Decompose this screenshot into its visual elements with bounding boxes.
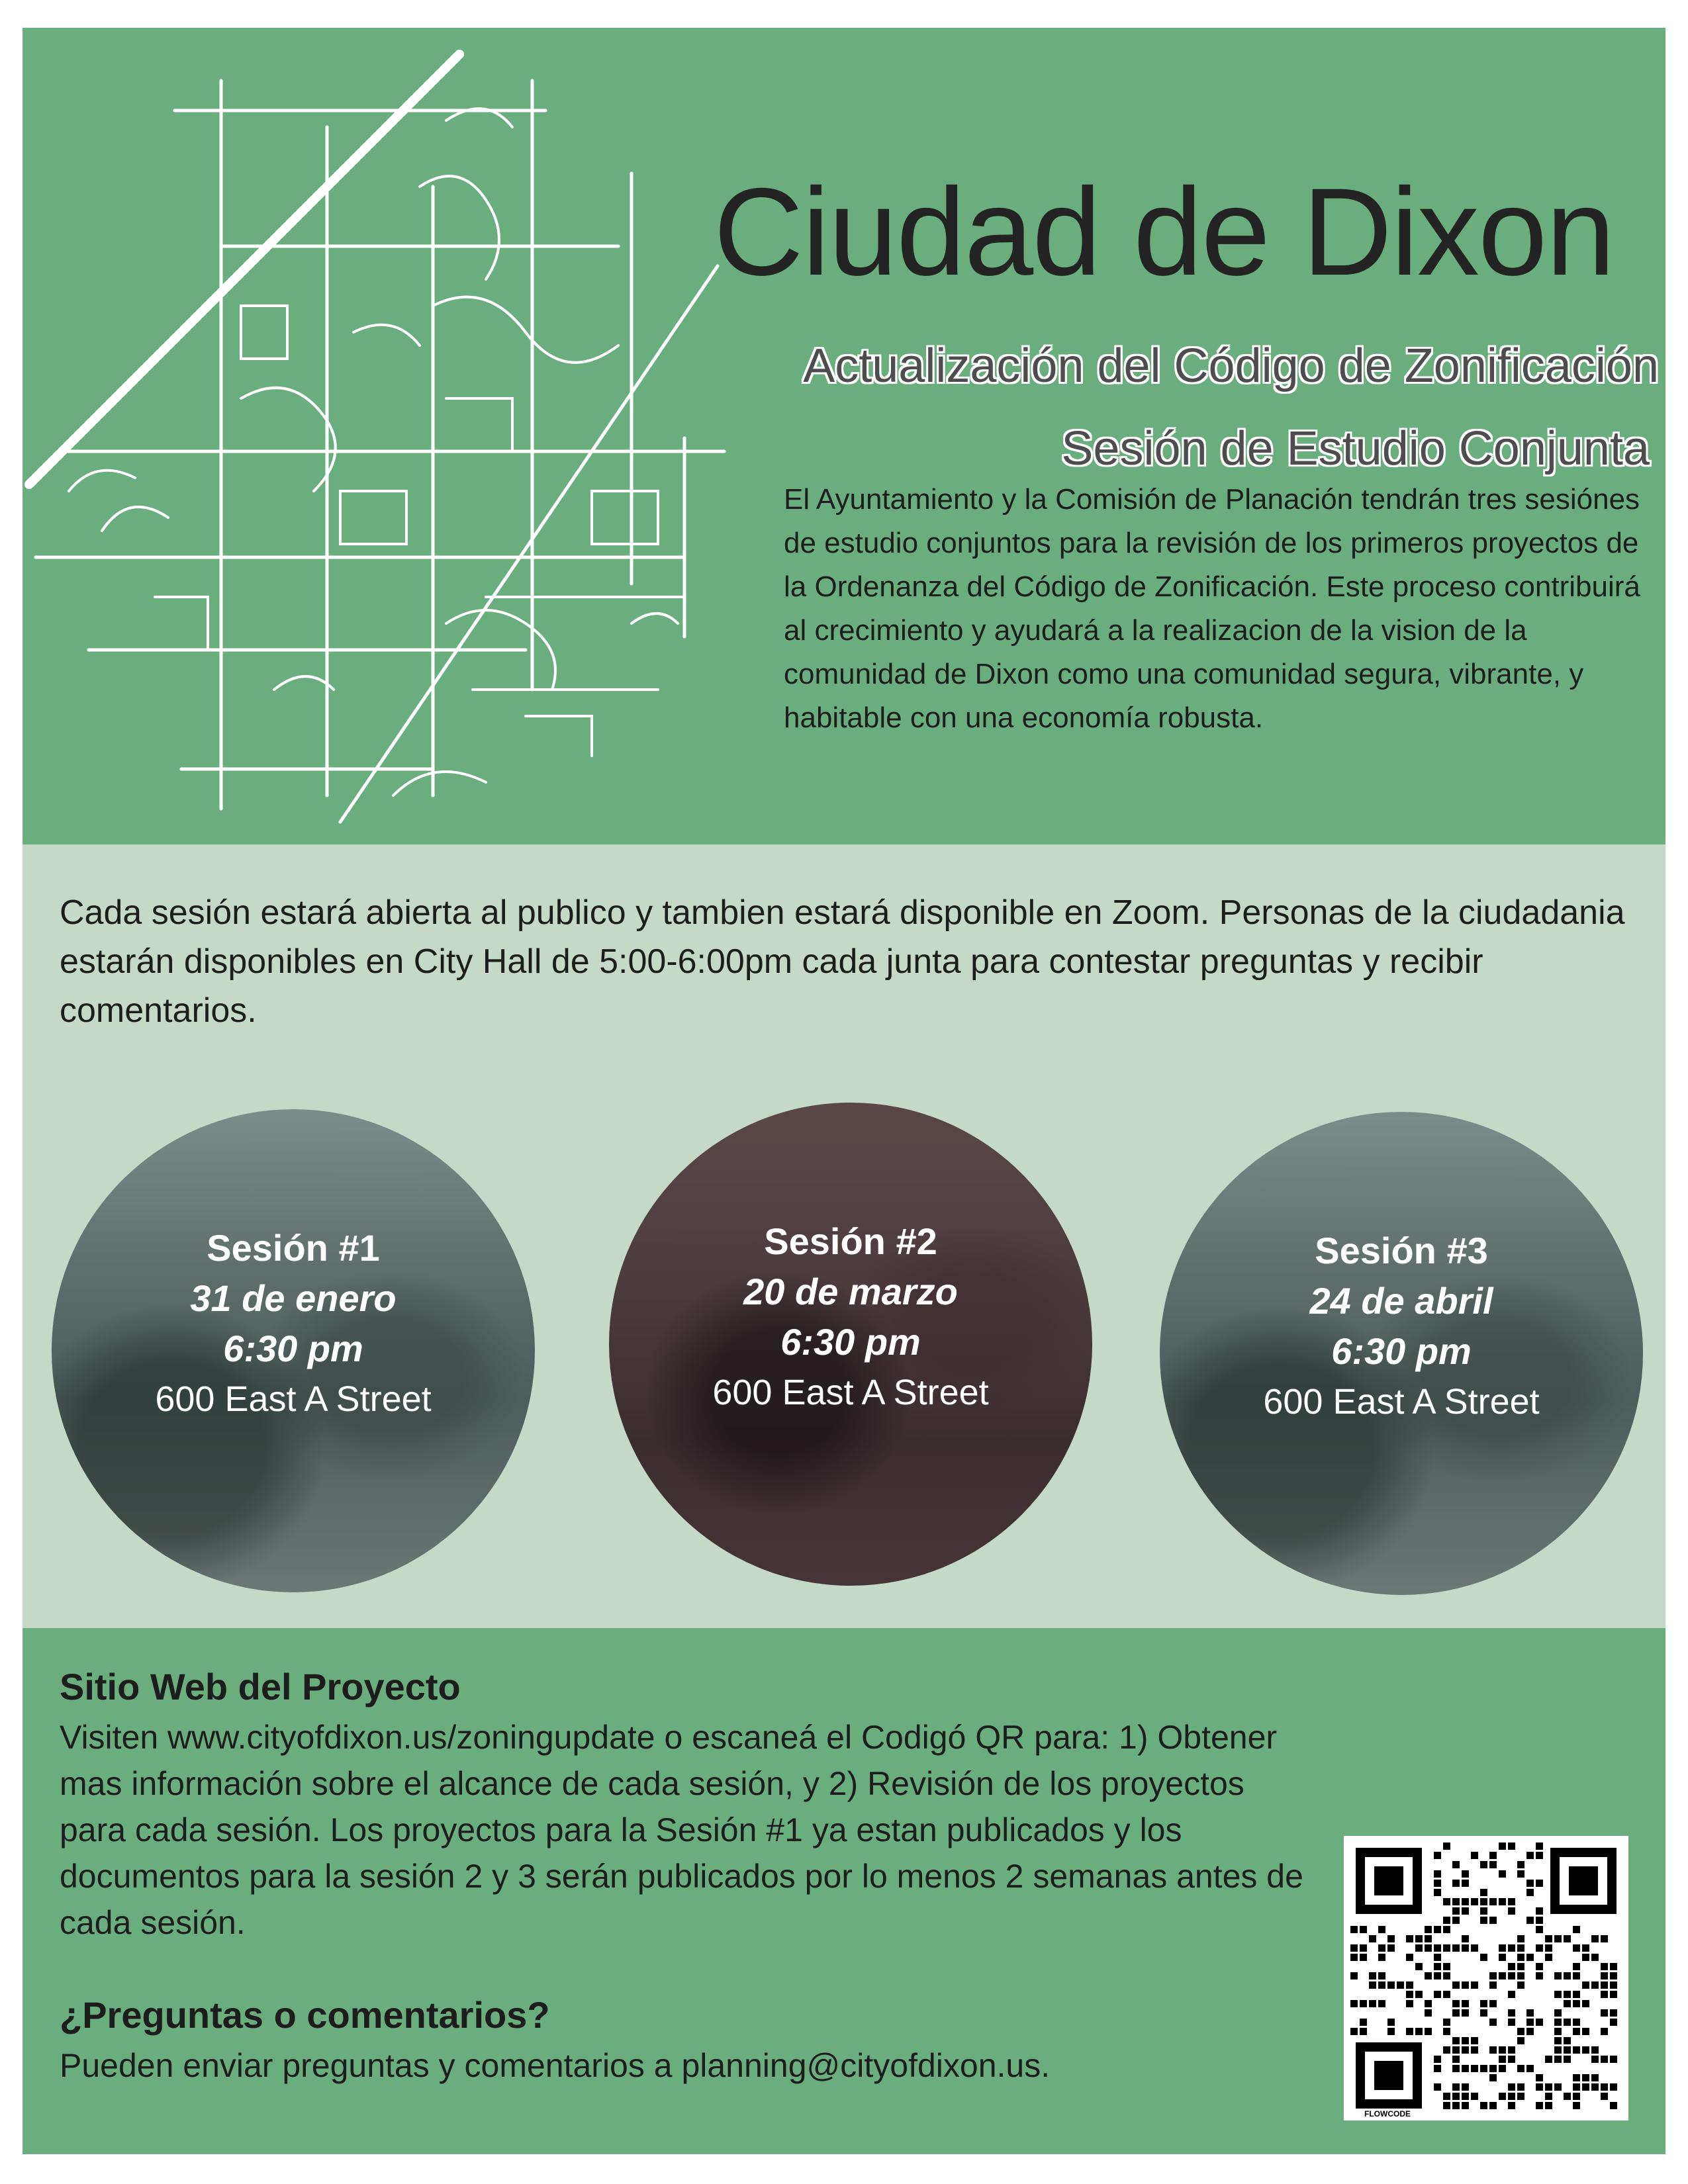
info-panel xyxy=(23,1628,1665,2154)
session-1-date: 31 de enero xyxy=(190,1277,397,1319)
website-heading: Sitio Web del Proyecto xyxy=(60,1666,461,1707)
session-3-address: 600 East A Street xyxy=(1263,1382,1540,1422)
session-card-2 xyxy=(609,1103,1092,1586)
session-3-time: 6:30 pm xyxy=(1331,1330,1472,1372)
session-type-subtitle: Sesión de Estudio Conjunta xyxy=(1061,422,1650,475)
sessions-panel xyxy=(23,844,1665,1628)
website-paragraph: Visiten www.cityofdixon.us/zoningupdate o escaneá el Codigó QR para: 1) Obtener mas información sobre el alcance de cada sesión, y 2) Revisión de los proyectos para cada sesión. Los proyectos para la Sesión #1 ya estan publicados y los documentos para la sesión 2 y 3 serán publicados por lo menos 2 semanas antes de cada sesión. xyxy=(60,1719,1303,1941)
session-card-3 xyxy=(1160,1112,1643,1595)
session-1-title: Sesión #1 xyxy=(207,1227,380,1269)
session-2-date: 20 de marzo xyxy=(743,1271,958,1312)
session-2-address: 600 East A Street xyxy=(712,1373,989,1412)
intro-paragraph: El Ayuntamiento y la Comisión de Planación tendrán tres sesiónes de estudio conjuntos para la revisión de los primeros proyectos de la Ordenanza del Código de Zonificación. Este proceso contribuirá al crecimiento y ayudará a la realizacion de la vision de la comunidad de Dixon como una comunidad segura, vibrante, y habitable con una economía robusta. xyxy=(784,483,1640,734)
session-2-details xyxy=(609,1216,1092,1418)
session-2-time: 6:30 pm xyxy=(780,1321,921,1363)
header-panel xyxy=(23,28,1665,844)
session-2-title: Sesión #2 xyxy=(764,1220,937,1262)
session-1-address: 600 East A Street xyxy=(155,1379,432,1419)
session-3-title: Sesión #3 xyxy=(1315,1230,1488,1271)
session-3-date: 24 de abril xyxy=(1309,1280,1493,1322)
city-street-map-graphic xyxy=(23,28,784,844)
session-1-time: 6:30 pm xyxy=(223,1328,363,1369)
qr-code-image[interactable] xyxy=(1344,1836,1628,2120)
questions-heading: ¿Preguntas o comentarios? xyxy=(60,1994,550,2036)
session-card-1 xyxy=(52,1109,535,1592)
session-3-details xyxy=(1160,1226,1643,1427)
sessions-description: Cada sesión estará abierta al publico y tambien estará disponible en Zoom. Personas de la ciudadania estarán disponibles en City Hall de 5:00-6:00pm cada junta para contestar preguntas y recibir comentarios. xyxy=(60,893,1625,1030)
session-1-details xyxy=(52,1223,535,1424)
page-title: Ciudad de Dixon xyxy=(714,162,1614,301)
questions-paragraph: Pueden enviar preguntas y comentarios a planning@cityofdixon.us. xyxy=(60,2047,1051,2084)
page-subtitle: Actualización del Código de Zonificación xyxy=(803,340,1659,392)
qr-brand-label: FLOWCODE xyxy=(1364,2109,1411,2118)
